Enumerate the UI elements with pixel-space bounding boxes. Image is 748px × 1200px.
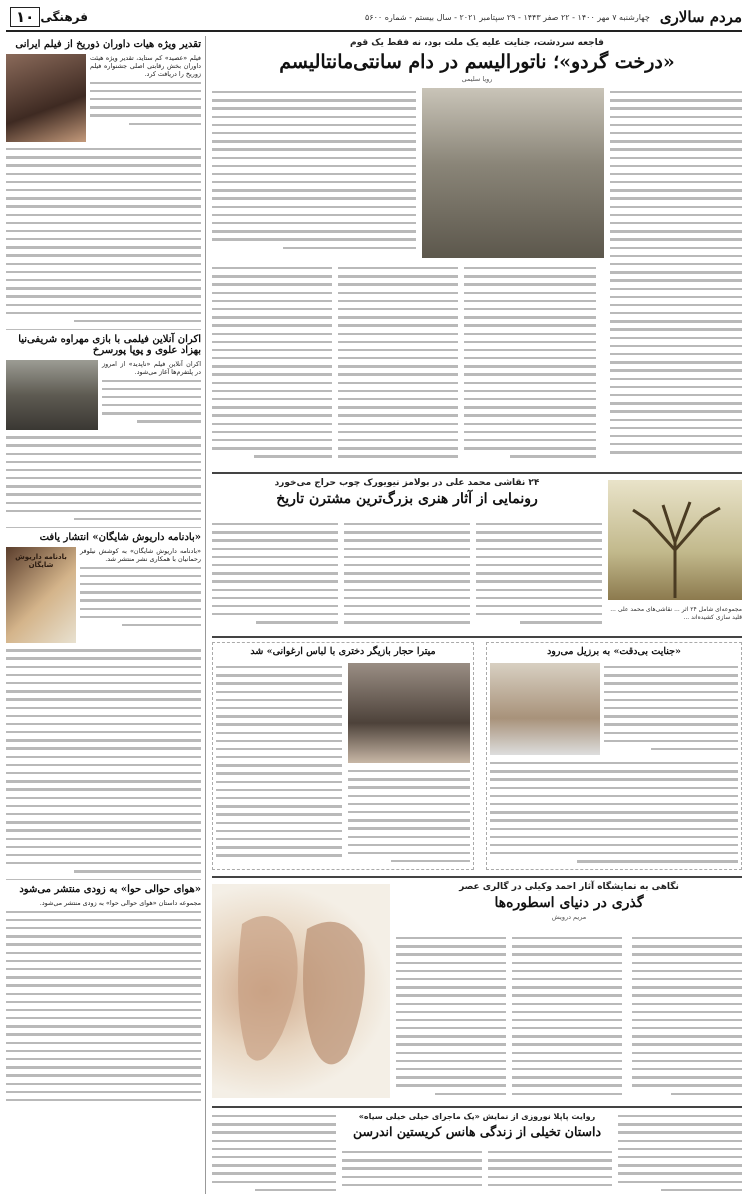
sidebar-story-3: [6, 532, 201, 880]
art-story: [212, 472, 742, 632]
page-number: ۱۰: [10, 7, 40, 27]
sidebar-news-column: [6, 36, 206, 1194]
book-cover: [6, 547, 76, 643]
actress-story-text-2: [348, 767, 470, 867]
lead-story-column-2: [212, 88, 416, 258]
sidebar-story-2-lead: اکران آنلاین فیلم «ناپدید» از امروز در پلتفرم‌ها آغاز می‌شود.: [102, 360, 201, 377]
sidebar-story-4: [6, 884, 201, 1104]
sidebar-story-4-title: «هوای حوالی حوا» به زودی منتشر می‌شود: [19, 884, 201, 896]
bottom-story-column-2: [342, 1148, 482, 1194]
film-still-photo: [6, 360, 98, 430]
sidebar-story-3-lead: «بادنامه داریوش شایگان» به کوشش نیلوفر رحمانیان با همکاری نشر منتشر شد.: [80, 547, 201, 564]
actress-story-headline: میترا حجار بازیگر دختری با لباس ارغوانی» شد: [250, 646, 436, 657]
actress-photo: [348, 663, 470, 763]
bottom-story-headline: داستان تخیلی از زندگی هانس کریستین اندرسن: [352, 1124, 602, 1139]
actress-story-text: [216, 663, 342, 867]
sidebar-story-1-title: تقدیر ویژه هیات داوران ذوریخ از فیلم ایرانی: [15, 39, 201, 50]
main-content: [212, 36, 742, 1194]
sidebar-story-2-title: اکران آنلاین فیلمی با بازی مهراوه شریفی‌نیا بهزاد علوی و پوپا پورسرخ: [18, 334, 201, 357]
art-story-column-1: [212, 520, 338, 630]
bottom-story: [212, 1106, 742, 1194]
lead-story-column-1: [610, 88, 742, 466]
woman-photo: [490, 663, 600, 755]
sidebar-story-3-title: «بادنامه داریوش شایگان» انتشار یافت: [39, 532, 201, 544]
issue-info: چهارشنبه ۷ مهر ۱۴۰۰ - ۲۲ صفر ۱۴۴۳ - ۲۹ سپتامبر ۲۰۲۱ - سال بیستم - شماره ۵۶۰۰: [364, 12, 650, 22]
exhibit-sculpture-icon: [212, 884, 390, 1098]
newspaper-brand: مردم سالاری: [659, 8, 742, 26]
tree-drawing-icon: [608, 480, 742, 600]
woman-story-text: [604, 663, 738, 755]
tree-drawing-artwork: [608, 480, 742, 600]
section-label: فرهنگی: [40, 10, 88, 24]
lead-story-byline: رویا سلیمی: [461, 75, 493, 83]
art-story-caption: مجموعه‌ای شامل ۲۴ اثر ... نقاشی‌های محمد علی ... قلید سازی کشیده‌اند ...: [610, 606, 742, 621]
lead-story-photo: [422, 88, 604, 258]
lead-story-column-5: [464, 264, 596, 464]
bottom-story-kicker: روایت پاپلا نوروزی از نمایش «یک ماجرای خیلی خیلی سیاه»: [358, 1112, 596, 1121]
lead-story-kicker: فاجعه سرد‌شت، جنایت علیه یک ملت بود، نه فقط یک قوم: [350, 38, 604, 48]
lead-story-column-4: [338, 264, 458, 464]
sidebar-story-4-lead: مجموعه داستان «هوای حوالی حوا» به زودی منتشر می‌شود.: [39, 899, 201, 908]
sidebar-story-2: [6, 334, 201, 528]
actress-story: [212, 642, 474, 870]
exhibit-story-column-1: [396, 934, 506, 1100]
portrait-photo: [6, 54, 86, 142]
lead-story: [212, 36, 742, 468]
art-story-column-2: [344, 520, 470, 630]
masthead: [6, 4, 742, 32]
lead-story-column-3: [212, 264, 332, 464]
exhibit-story-byline: مریم درویش: [551, 913, 587, 921]
bottom-story-column-1: [212, 1112, 336, 1194]
lead-story-headline: «درخت گردو»؛ ناتورالیسم در دام سانتی‌مانتالیسم: [279, 51, 675, 73]
film-news-row: [212, 636, 742, 872]
art-story-headline: رونمایی از آثار هنری بزرگ‌ترین مشترن تاریخ: [276, 491, 538, 507]
bottom-story-column-4: [618, 1112, 742, 1194]
exhibit-story-column-2: [512, 934, 622, 1100]
exhibit-story-kicker: نگاهی به نمایشگاه آثار احمد وکیلی در گالری عصر: [459, 882, 679, 892]
exhibit-story: [212, 876, 742, 1102]
bottom-story-column-3: [488, 1148, 612, 1194]
exhibit-story-headline: گذری در دنیای اسطوره‌ها: [494, 895, 644, 911]
exhibit-artwork-photo: [212, 884, 390, 1098]
woman-story-text-2: [490, 759, 738, 867]
woman-story: [486, 642, 742, 870]
sidebar-story-1-lead: فیلم «عصید» کم ستاید، تقدیر ویژه هیئت داوران بخش رقابتی اصلی جشنواره فیلم زوریخ را دریافت کرد.: [90, 54, 201, 79]
art-story-kicker: ۲۴ نقاشی محمد علی در بولامز نیویورک چوب حراج می‌خورد: [274, 478, 540, 488]
art-story-column-3: [476, 520, 602, 630]
book-cover-label: بادنامه داریوش شایگان: [15, 553, 67, 570]
woman-story-headline: «جنایت بی‌دقت» به برزیل می‌رود: [547, 646, 681, 657]
sidebar-story-1: [6, 39, 201, 330]
exhibit-story-column-3: [632, 934, 742, 1100]
